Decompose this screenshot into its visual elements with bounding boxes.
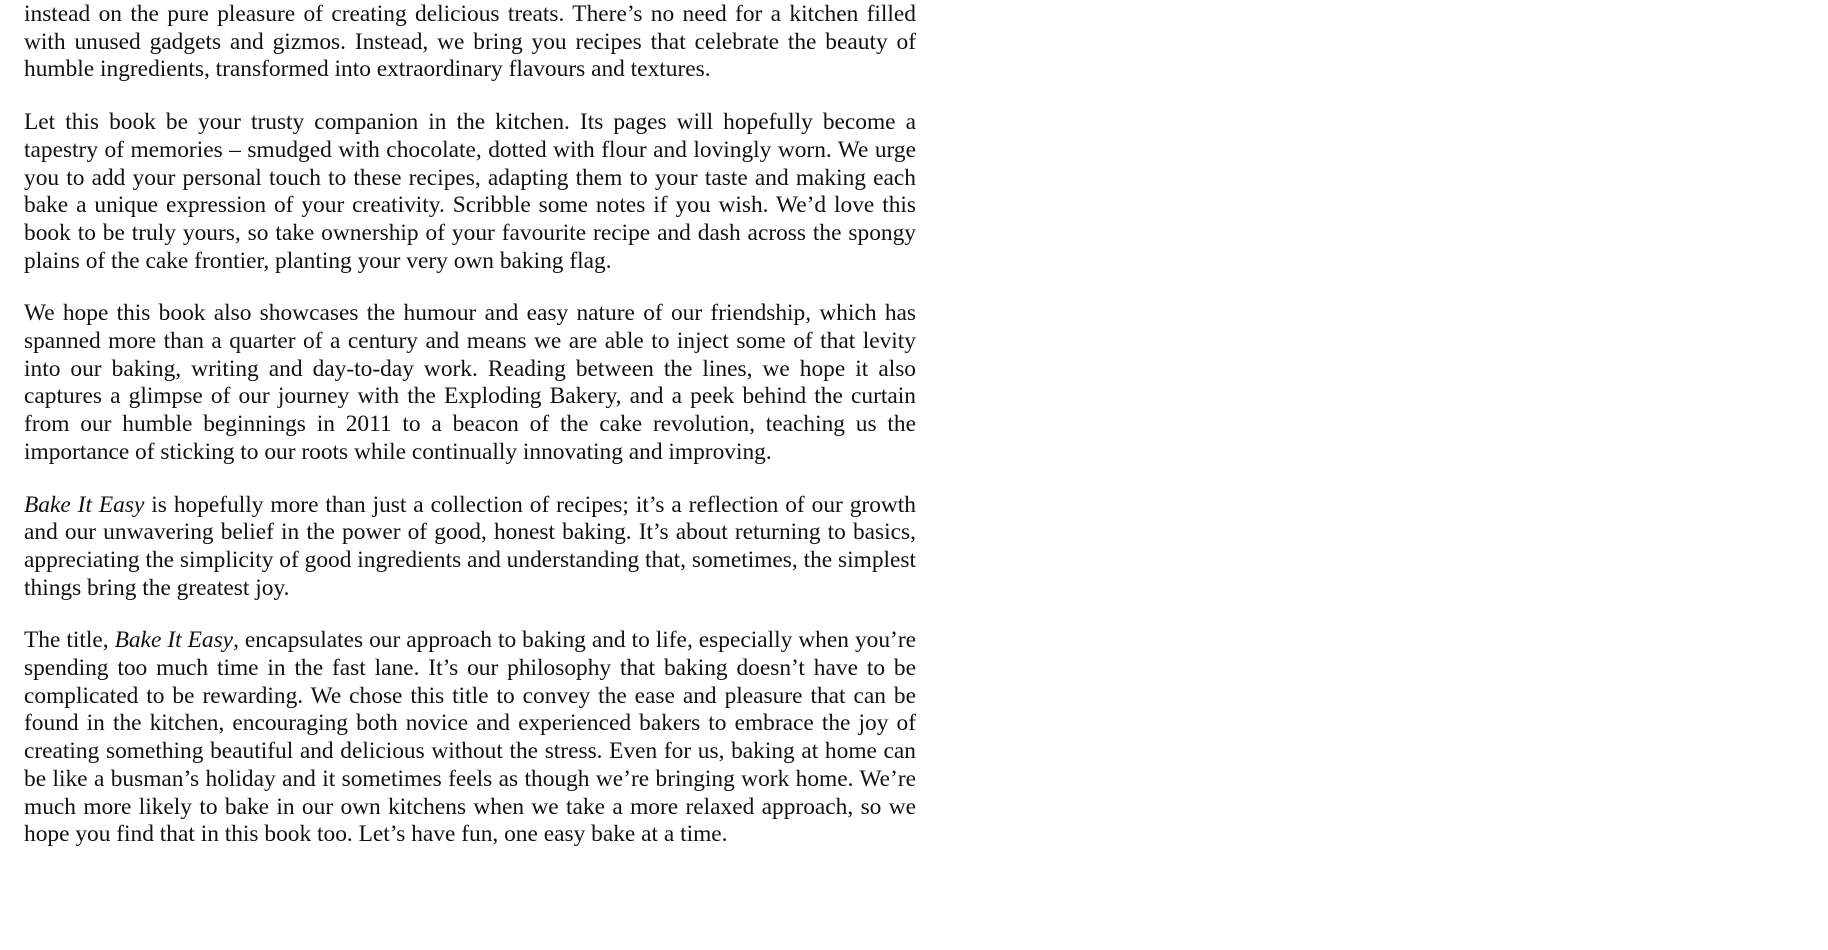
book-title-italic: Bake It Easy bbox=[24, 491, 145, 518]
paragraph bbox=[24, 109, 916, 275]
paragraph bbox=[24, 492, 916, 603]
paragraph-text: is hopefully more than just a collection of recipes; it’s a reflection of our growth and our unwavering belief in the power of good, honest baking. It’s about returning to basics, appreciating the simplicity of good ingredients and understanding that, sometimes, the simplest things bring the greatest joy. bbox=[24, 491, 916, 601]
paragraph-text: Let this book be your trusty companion in the kitchen. Its pages will hopefully become a tapestry of memories – smudged with chocolate, dotted with flour and lovingly worn. We urge you to add your personal touch to these recipes, adapting them to your taste and making each bake a unique expression of your creativity. Scribble some notes if you wish. We’d love this book to be truly yours, so take ownership of your favourite recipe and dash across the spongy plains of the cake frontier, planting your very own baking flag. bbox=[24, 109, 916, 274]
paragraph-text: instead on the pure pleasure of creating delicious treats. There’s no need for a kitchen filled with unused gadgets and gizmos. Instead, we bring you recipes that celebrate the beauty of humble ingredients, transformed into extraordinary flavours and textures. bbox=[24, 1, 916, 83]
paragraph bbox=[24, 300, 916, 466]
paragraph-text: We hope this book also showcases the humour and easy nature of our friendship, which has spanned more than a quarter of a century and means we are able to inject some of that levity into our baking, writing and day-to-day work. Reading between the lines, we hope it also captures a glimpse of our journey with the Exploding Bakery, and a peek behind the curtain from our humble beginnings in 2011 to a beacon of the cake revolution, teaching us the importance of sticking to our roots while continually innovating and improving. bbox=[24, 300, 916, 465]
book-title-italic: Bake It Easy bbox=[114, 627, 234, 654]
paragraph-text: The title, bbox=[24, 627, 115, 654]
paragraph bbox=[24, 627, 916, 849]
document-body bbox=[24, 0, 916, 874]
paragraph bbox=[24, 1, 916, 84]
paragraph-text: , encapsulates our approach to baking and to life, especially when you’re spending too much time in the fast lane. It’s our philosophy that baking doesn’t have to be complicated to be rewarding. We chose this title to convey the ease and pleasure that can be found in the kitchen, encouraging both novice and experienced bakers to embrace the joy of creating something beautiful and delicious without the stress. Even for us, baking at home can be like a busman’s holiday and it sometimes feels as though we’re bringing work home. We’re much more likely to bake in our own kitchens when we take a more relaxed approach, so we hope you find that in this book too. Let’s have fun, one easy bake at a time. bbox=[24, 627, 916, 848]
